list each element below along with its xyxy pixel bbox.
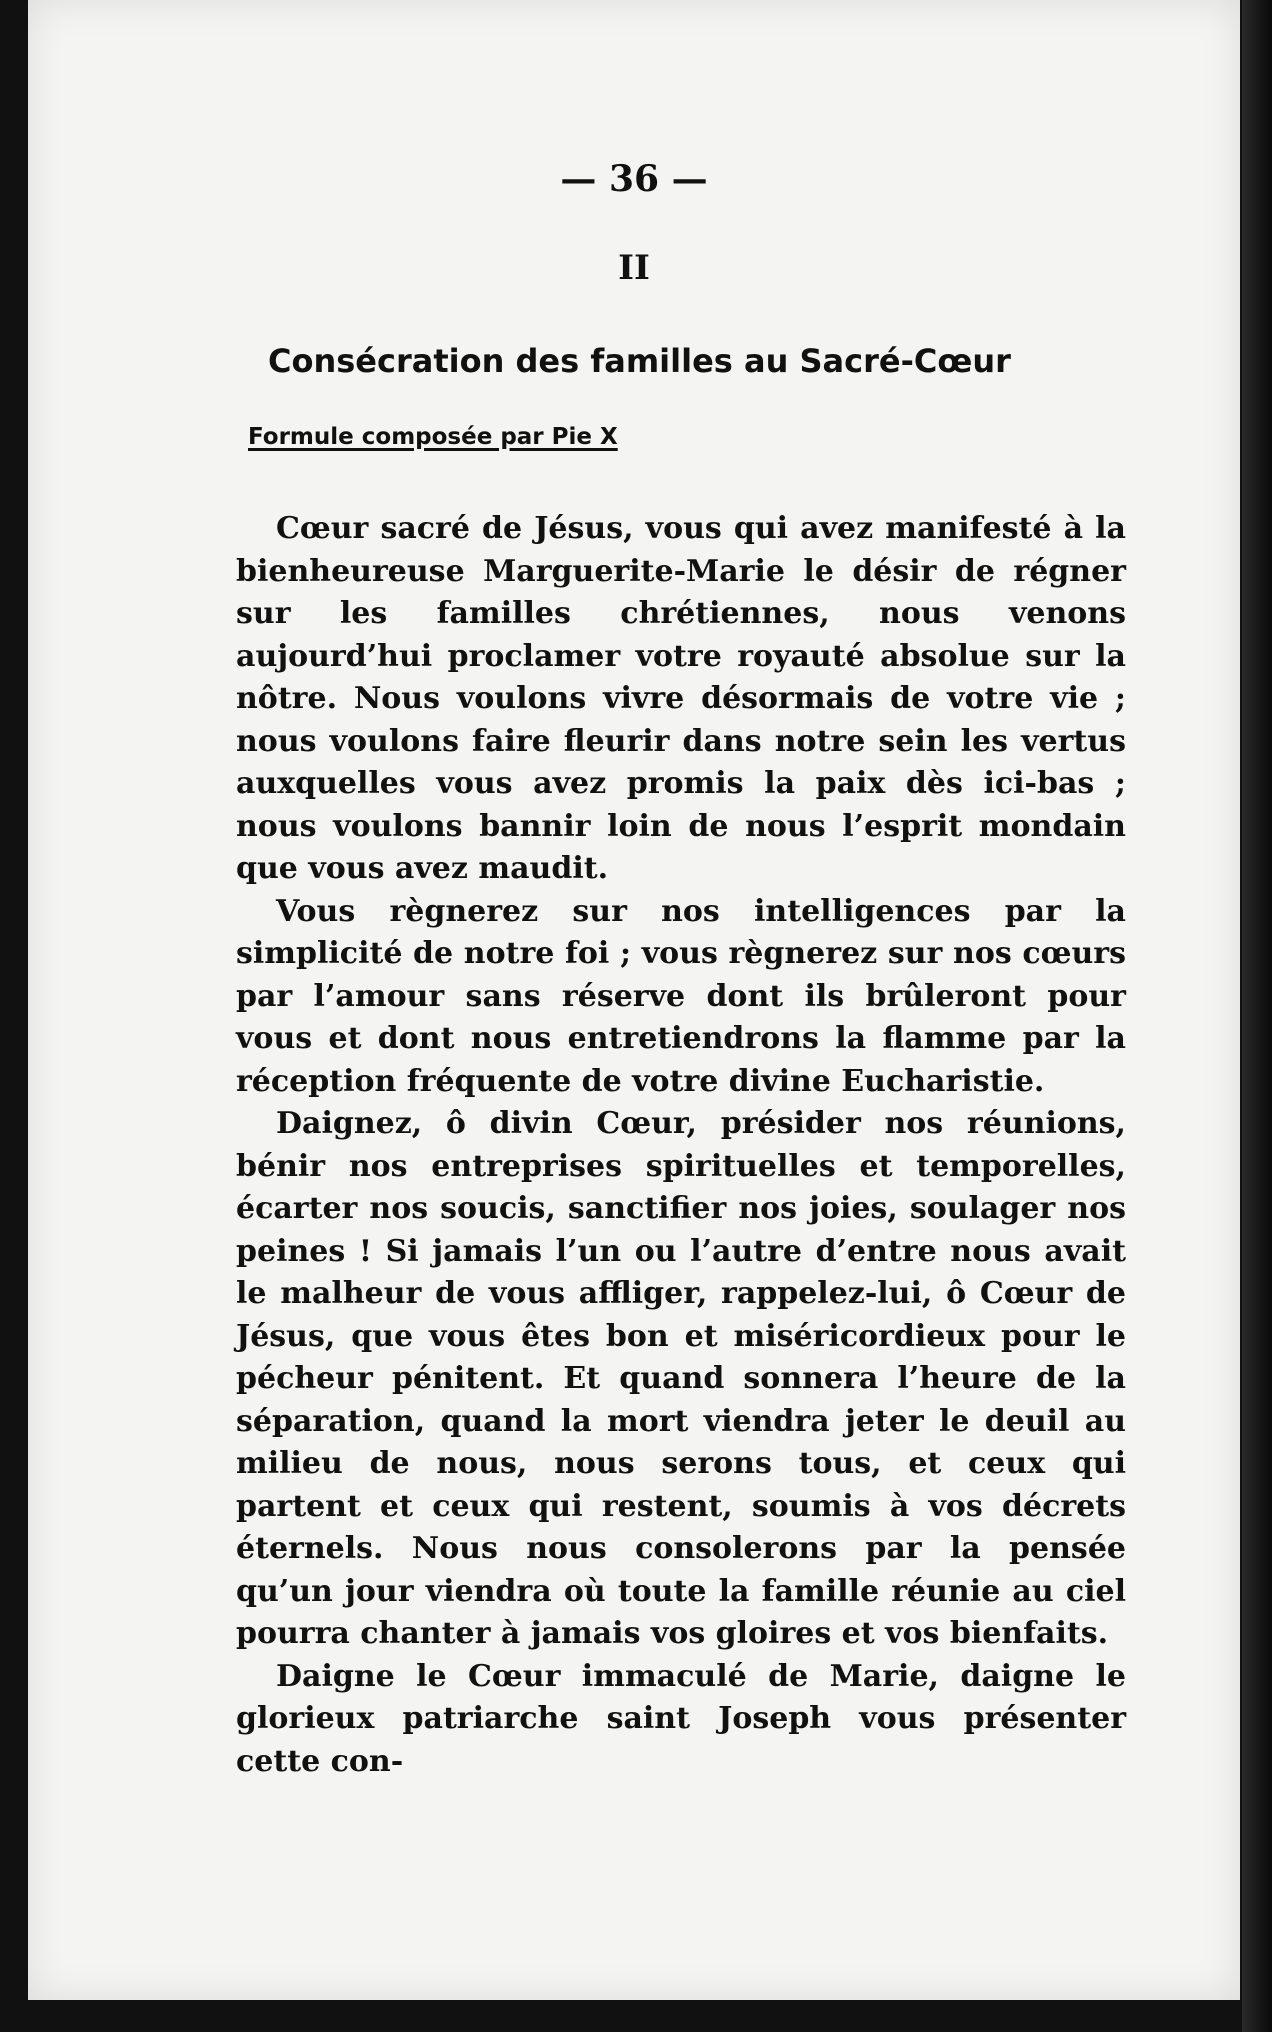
section-number: II [618, 248, 650, 288]
page-number: — 36 — [560, 158, 708, 200]
page-title: Consécration des familles au Sacré-Cœur [268, 342, 1011, 380]
paragraph-2: Vous règnerez sur nos intelligences par la simplicité de notre foi ; vous règnerez sur nos cœurs par l’amour sans réserve dont ils brûleront pour vous et dont nous entretiendrons la flamme par la réception fréquente de votre divine Eucharistie. [236, 893, 1126, 1099]
paragraph-1: Cœur sacré de Jésus, vous qui avez manifesté à la bienheureuse Marguerite-Marie le désir de régner sur les familles chrétiennes, nous venons aujourd’hui proclamer votre royauté absolue sur la nôtre. Nous voulons vivre désormais de votre vie ; nous voulons faire fleurir dans notre sein les vertus auxquelles vous avez promis la paix dès ici-bas ; nous voulons bannir loin de nous l’esprit mondain que vous avez maudit. [236, 511, 1126, 886]
paragraph-3: Daignez, ô divin Cœur, présider nos réunions, bénir nos entreprises spirituelles et temporelles, écarter nos soucis, sanctifier nos joies, soulager nos peines ! Si jamais l’un ou l’autre d’entre nous avait le malheur de vous affliger, rappelez-lui, ô Cœur de Jésus, que vous êtes bon et miséricordieux pour le pécheur pénitent. Et quand sonnera l’heure de la séparation, quand la mort viendra jeter le deuil au milieu de nous, nous serons tous, et ceux qui partent et ceux qui restent, soumis à vos décrets éternels. Nous nous consolerons par la pensée qu’un jour viendra où toute la famille réunie au ciel pourra chanter à jamais vos gloires et vos bienfaits. [236, 1106, 1126, 1651]
paragraph-4: Daigne le Cœur immaculé de Marie, daigne le glorieux patriarche saint Joseph vous présenter cette con- [236, 1658, 1126, 1779]
page-edge-shadow [1242, 0, 1272, 2032]
body-text [236, 508, 1126, 1783]
subtitle: Formule composée par Pie X [248, 424, 618, 450]
book-page [28, 0, 1240, 2000]
